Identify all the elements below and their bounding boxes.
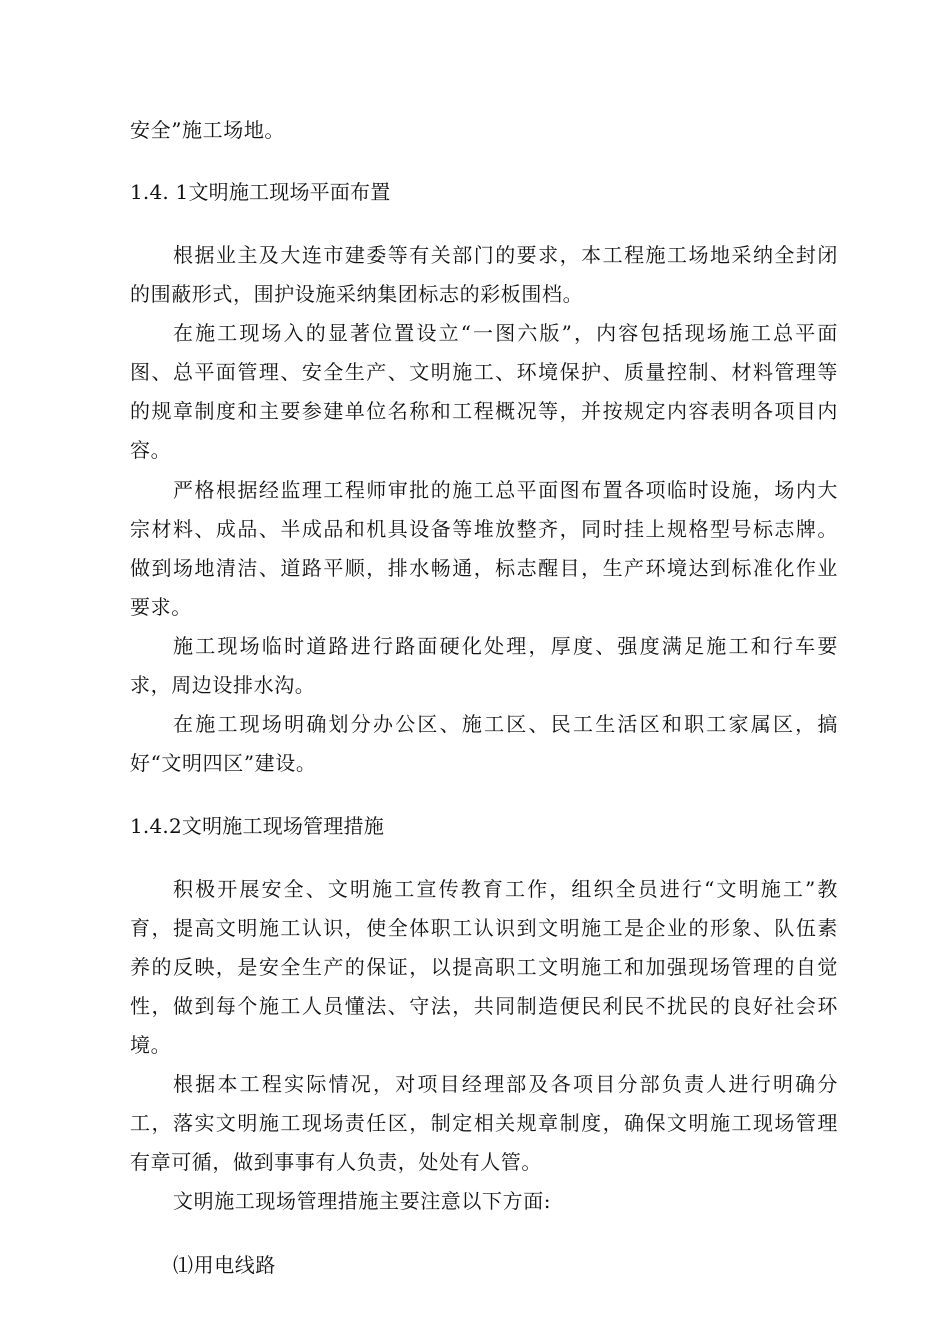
paragraph-line: 严格根据经监理工程师审批的施工总平面图布置各项临时设施，场内大 [173,478,838,502]
paragraph-line: 好“文明四区”建设。 [130,751,317,775]
paragraph-line: 工，落实文明施工现场责任区，制定相关规章制度，确保文明施工现场管理 [130,1111,838,1135]
paragraph-line: 在施工现场明确划分办公区、施工区、民工生活区和职工家属区，搞 [173,712,838,736]
paragraph-line: 施工现场临时道路进行路面硬化处理，厚度、强度满足施工和行车要 [173,634,838,658]
list-item-heading: ⑴用电线路 [173,1253,276,1277]
paragraph-line: 的围蔽形式，围护设施采纳集团标志的彩板围档。 [130,282,584,306]
paragraph-line: 图、总平面管理、安全生产、文明施工、环境保护、质量控制、材料管理等 [130,360,838,384]
section-heading-1-4-2: 1.4.2文明施工现场管理措施 [130,814,384,838]
continuation-text: 安全”施工场地。 [130,118,286,142]
paragraph-line: 性，做到每个施工人员懂法、守法，共同制造便民利民不扰民的良好社会环 [130,994,838,1018]
paragraph-line: 宗材料、成品、半成品和机具设备等堆放整齐，同时挂上规格型号标志牌。 [130,517,838,541]
paragraph-line: 求，周边设排水沟。 [130,673,316,697]
paragraph-line: 积极开展安全、文明施工宣传教育工作，组织全员进行“文明施工”教 [173,877,838,901]
paragraph-line: 要求。 [130,595,192,619]
paragraph-line: 容。 [130,438,172,462]
paragraph-line: 育，提高文明施工认识，使全体职工认识到文明施工是企业的形象、队伍素 [130,916,838,940]
paragraph-line: 的规章制度和主要参建单位名称和工程概况等，并按规定内容表明各项目内 [130,399,838,423]
section-heading-1-4-1: 1.4. 1文明施工现场平面布置 [130,180,391,204]
paragraph-line: 养的反映，是安全生产的保证，以提高职工文明施工和加强现场管理的自觉 [130,955,838,979]
paragraph-line: 根据业主及大连市建委等有关部门的要求，本工程施工场地采纳全封闭 [173,243,838,267]
paragraph-line: 文明施工现场管理措施主要注意以下方面: [173,1189,552,1213]
paragraph-line: 境。 [130,1033,172,1057]
paragraph-line: 根据本工程实际情况，对项目经理部及各项目分部负责人进行明确分 [173,1072,838,1096]
paragraph-line: 在施工现场入的显著位置设立“一图六版”，内容包括现场施工总平面 [173,321,838,345]
paragraph-line: 做到场地清洁、道路平顺，排水畅通，标志醒目，生产环境达到标准化作业 [130,556,838,580]
paragraph-line: 有章可循，做到事事有人负责，处处有人管。 [130,1150,542,1174]
